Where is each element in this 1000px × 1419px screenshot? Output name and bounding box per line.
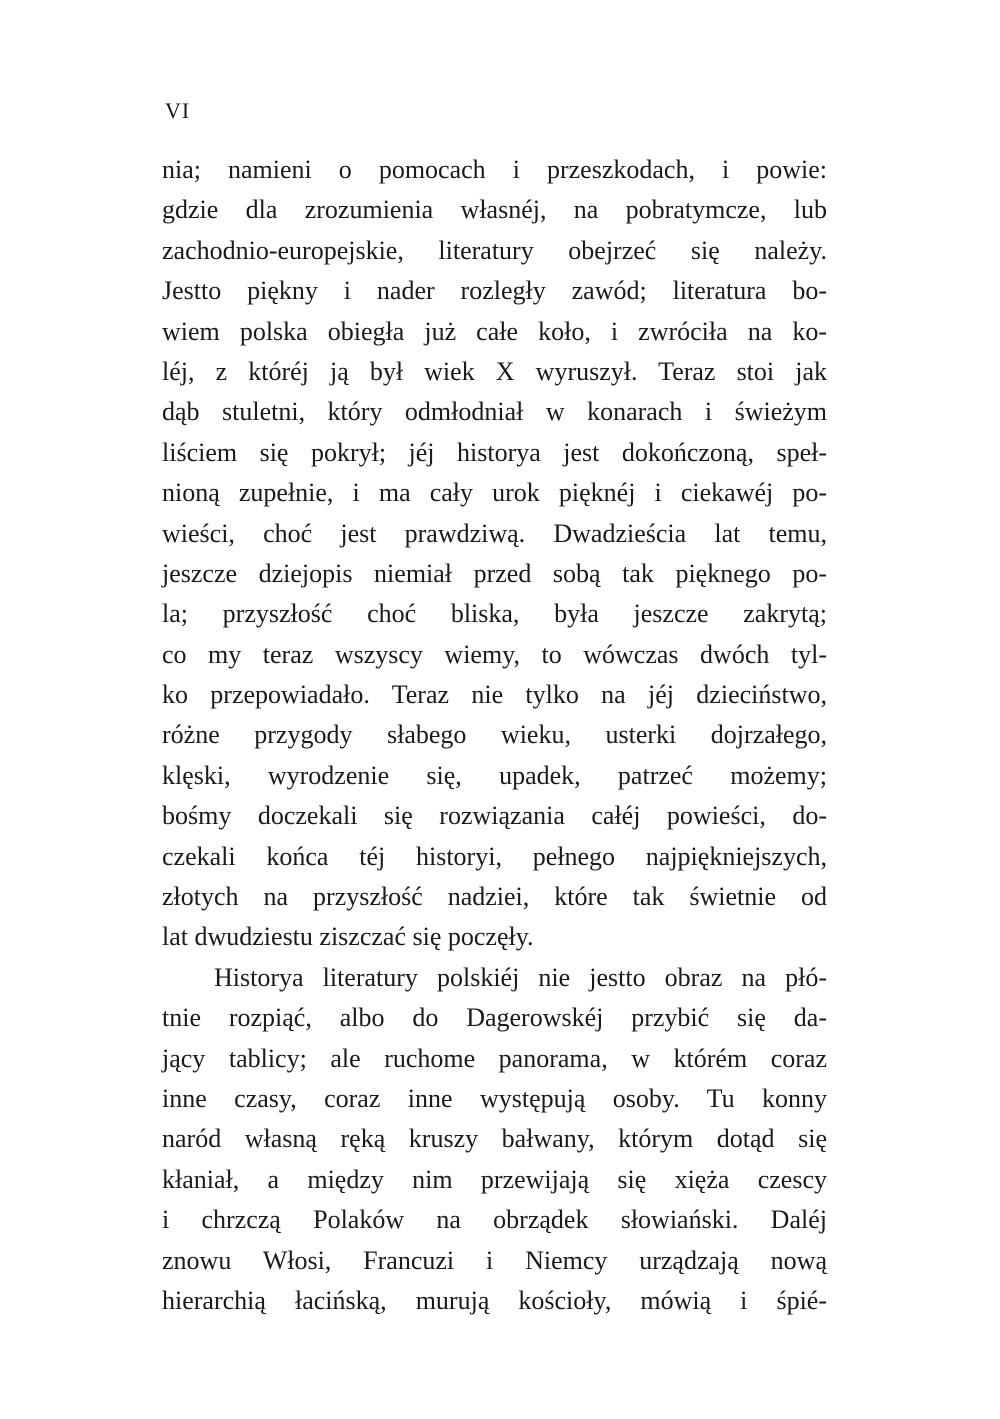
text-line: jeszcze dziejopis niemiał przed sobą tak pięknego po- (162, 558, 827, 588)
text-line: czekali końca téj historyi, pełnego najpiękniejszych, (162, 841, 827, 871)
text-line: tnie rozpiąć, albo do Dagerowskéj przybić się da- (162, 1003, 827, 1033)
text-line: lat dwudziestu ziszczać się poczęły. (162, 922, 534, 952)
text-line: i chrzczą Polaków na obrządek słowiański. Daléj (162, 1205, 827, 1235)
text-line: Historya literatury polskiéj nie jestto obraz na płó- (214, 962, 827, 992)
text-line: naród własną ręką kruszy bałwany, którym dotąd się (162, 1124, 827, 1154)
text-line: wieści, choć jest prawdziwą. Dwadzieścia lat temu, (162, 518, 827, 548)
text-line: nia; namieni o pomocach i przeszkodach, i powie: (162, 155, 827, 184)
text-line: inne czasy, coraz inne występują osoby. Tu konny (162, 1083, 827, 1113)
text-line: różne przygody słabego wieku, usterki dojrzałego, (162, 720, 827, 750)
text-line: klęski, wyrodzenie się, upadek, patrzeć możemy; (162, 760, 827, 790)
text-line: hierarchią łacińską, murują kościoły, mówią i śpié- (162, 1285, 827, 1315)
text-line: gdzie dla zrozumienia własnéj, na pobratymcze, lub (162, 195, 827, 225)
text-line: znowu Włosi, Francuzi i Niemcy urządzają nową (162, 1245, 827, 1275)
text-line: dąb stuletni, który odmłodniał w konarach i świeżym (162, 397, 827, 427)
text-line: léj, z któréj ją był wiek X wyruszył. Teraz stoi jak (162, 356, 827, 386)
body-text (162, 150, 827, 1321)
text-line: la; przyszłość choć bliska, była jeszcze zakrytą; (162, 599, 827, 629)
text-line: liściem się pokrył; jéj historya jest dokończoną, speł- (162, 437, 827, 467)
text-line: wiem polska obiegła już całe koło, i zwróciła na ko- (162, 316, 827, 346)
page-number: VI (165, 98, 191, 123)
text-line: jący tablicy; ale ruchome panorama, w którém coraz (162, 1043, 827, 1073)
text-line: Jestto piękny i nader rozległy zawód; literatura bo- (162, 276, 827, 306)
text-line: nioną zupełnie, i ma cały urok pięknéj i ciekawéj po- (162, 478, 827, 508)
text-line: co my teraz wszyscy wiemy, to wówczas dwóch tyl- (162, 639, 827, 669)
text-line: złotych na przyszłość nadziei, które tak świetnie od (162, 882, 827, 912)
text-line: zachodnio-europejskie, literatury obejrzeć się należy. (162, 235, 827, 265)
text-line: ko przepowiadało. Teraz nie tylko na jéj dzieciństwo, (162, 680, 827, 710)
text-line: bośmy doczekali się rozwiązania całéj powieści, do- (162, 801, 827, 831)
text-line: kłaniał, a między nim przewijają się xięża czescy (162, 1164, 827, 1194)
